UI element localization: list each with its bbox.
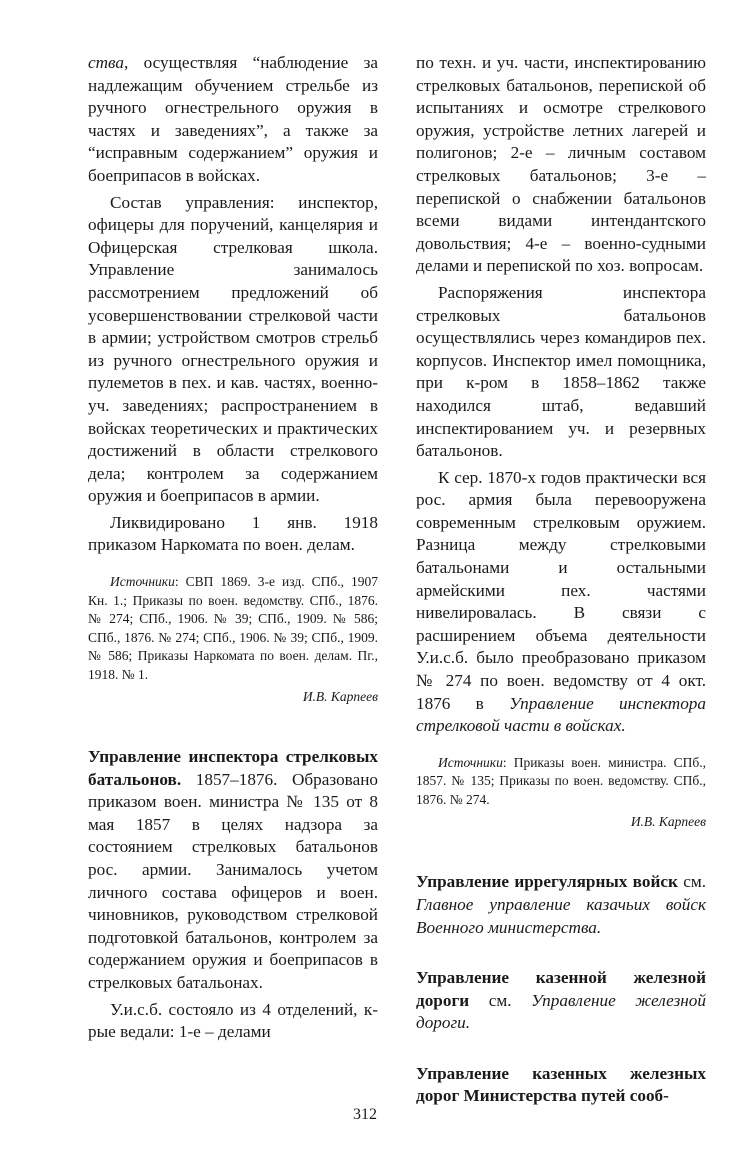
entry-heading: Управление казенных железных дорог Министерства путей сооб- [416, 1063, 706, 1106]
paragraph-liquidation: Ликвидировано 1 янв. 1918 приказом Наркомата по воен. делам. [88, 512, 378, 555]
entry-rifle-battalions-inspector [88, 746, 378, 1044]
cross-reference: Главное управление казачьих войск Военного министерства. [416, 894, 706, 937]
continued-text: , осуществляя “наблюдение за надлежащим обучением стрельбе из ручного огнестрельного оружия в частях и заведениях”, а также за “исправным содержанием” оружия и боеприпасов в войсках. [88, 53, 378, 185]
sources-text: : СВП 1869. 3-е изд. СПб., 1907 Кн. 1.; Приказы по воен. ведомству. СПб., 1876. № 274; СПб., 1906. № 39; СПб., 1909. № 586; СПб., 1876. № 274; СПб., 1906. № 39; СПб., 1909. № 586; Приказы Наркомата по воен. делам. Пг., 1918. № 1. [88, 574, 378, 682]
entry-state-railways [416, 1063, 706, 1108]
right-column [416, 52, 706, 1108]
sources-label: Источники [110, 574, 175, 590]
entry-state-railway [416, 967, 706, 1035]
paragraph-orders: Распоряжения инспектора стрелковых батальонов осуществлялись через командиров пех. корпусов. Инспектор имел помощника, при к-ром в 1858–1862 также находился штаб, ведавший инспектированием уч. и резервных батальонов. [416, 282, 706, 461]
author-signature: И.В. Карпеев [302, 689, 378, 705]
paragraph-departments: У.и.с.б. состояло из 4 отделений, к-рые ведали: 1-е – делами [88, 999, 378, 1042]
see-label: см. [677, 872, 706, 892]
rearmament-reference: Управление инспектора стрелковой части в войсках. [416, 693, 706, 736]
entry-heading: Управление инспектора стрелковых батальонов. [88, 747, 378, 789]
sources-note [88, 573, 378, 684]
continued-paragraph [88, 52, 378, 188]
entry-heading: Управление казенной железной дороги [416, 968, 706, 1010]
entry-paragraph [88, 746, 378, 995]
entry-heading: Управление иррегулярных войск [416, 872, 678, 892]
see-label: см. [469, 990, 532, 1010]
continued-paragraph: по техн. и уч. части, инспектированию стрелковых батальонов, перепиской об испытаниях и осмотре стрелкового оружия, устройстве летних лагерей и полигонов; 2-е – личным составом стрелковых батальонов; 3-е – перепиской о снабжении батальонов всеми видами интендантского довольствия; 4-е – военно-судными делами и перепиской по хоз. вопросам. [416, 53, 706, 276]
left-column [88, 52, 378, 1044]
entry-text: 1857–1876. Образовано приказом воен. министра № 135 от 8 мая 1857 в целях надзора за состоянием стрелковых батальонов рос. армии. Занималось учетом личного состава офицеров и воен. чиновников, руководством стрелковой подготовкой батальонов, контролем за содержанием оружия и боеприпасов в стрелковых батальонах. [88, 769, 378, 992]
cross-reference: Управление железной дороги. [416, 990, 706, 1033]
author-signature: И.В. Карпеев [630, 814, 706, 830]
page-number: 312 [353, 1106, 377, 1123]
paragraph-rearmament [416, 467, 706, 738]
rearmament-text: К сер. 1870-х годов практически вся рос. армия была перевооружена современным стрелковым оружием. Разница между стрелковыми батальонами и остальными армейскими пех. частями нивелировалась. В связи с расширением объема деятельности У.и.с.б. было преобразовано приказом № 274 по воен. ведомству от 4 окт. 1876 в [416, 467, 706, 713]
entry-irregular-troops [416, 871, 706, 939]
continued-word: ства [88, 53, 124, 72]
sources-label: Источники [438, 754, 503, 770]
paragraph-composition: Состав управления: инспектор, офицеры для поручений, канцелярия и Офицерская стрелковая школа. Управление занималось рассмотрением предложений об усовершенствовании стрелковой части в армии; устройством смотров стрельб из ручного огнестрельного оружия и пулеметов в пех. и кав. частях, военно-уч. заведениях; распространением в войсках теоретических и практических достижений в области стрелкового дела; контролем за содержанием оружия и боеприпасов в армии. [88, 192, 378, 506]
sources-text: : Приказы воен. министра. СПб., 1857. № 135; Приказы по воен. ведомству. СПб., 1876. № 274. [416, 754, 706, 807]
sources-note [416, 754, 706, 810]
